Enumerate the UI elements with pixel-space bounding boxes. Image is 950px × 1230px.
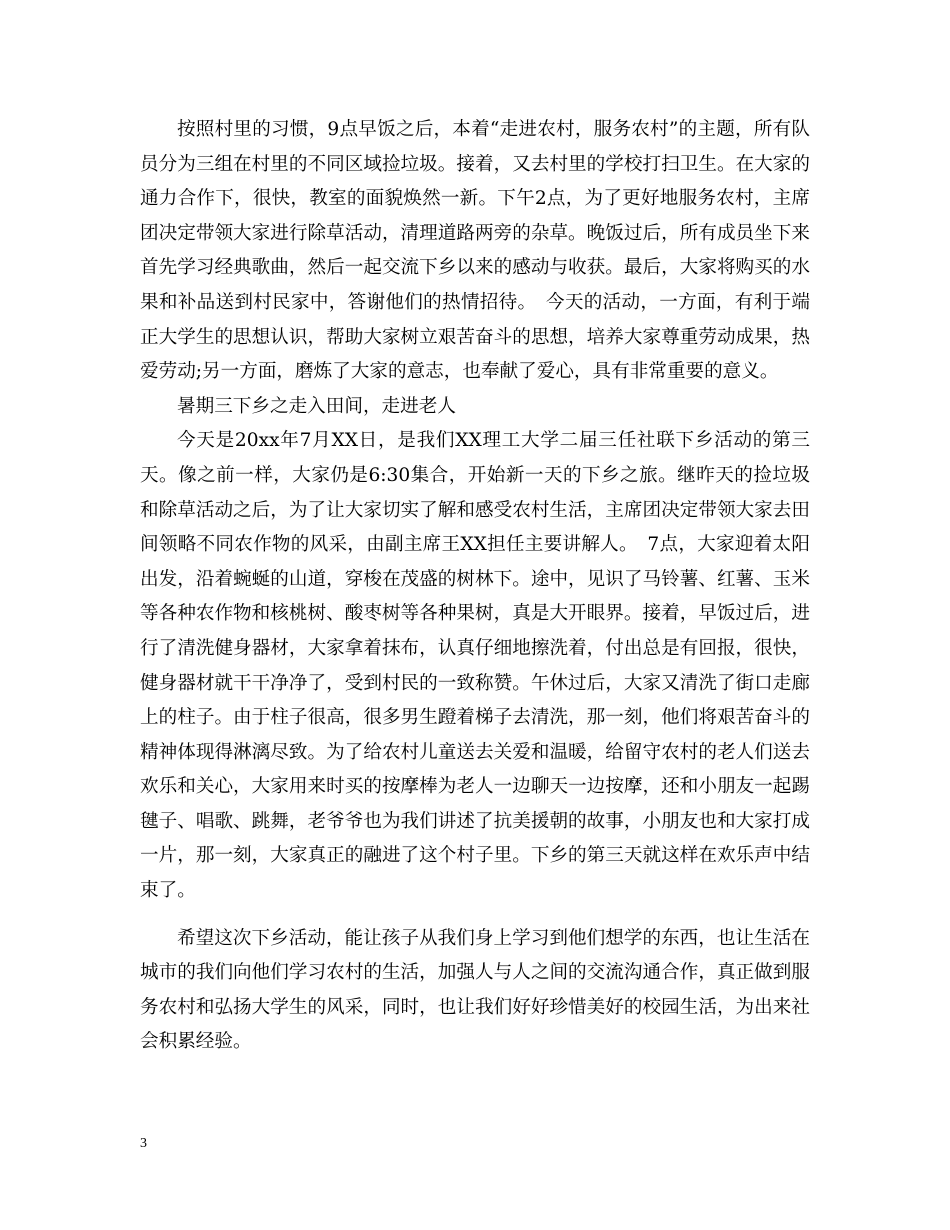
paragraph-activities-summary: 按照村里的习惯，9点早饭之后，本着“走进农村，服务农村”的主题，所有队员分为三组在村里的不同区域捡垃圾。接着，又去村里的学校打扫卫生。在大家的通力合作下，很快，教室的面貌焕然一新。下午2点，为了更好地服务农村，主席团决定带领大家进行除草活动，清理道路两旁的杂草。晚饭过后，所有成员坐下来首先学习经典歌曲，然后一起交流下乡以来的感动与收获。最后，大家将购买的水果和补品送到村民家中，答谢他们的热情招待。 今天的活动，一方面，有利于端正大学生的思想认识，帮助大家树立艰苦奋斗的思想，培养大家尊重劳动成果，热爱劳动;另一方面，磨炼了大家的意志，也奉献了爱心，具有非常重要的意义。 bbox=[140, 119, 810, 383]
section-heading: 暑期三下乡之走入田间，走进老人 bbox=[177, 395, 456, 417]
page-number: 3 bbox=[140, 1136, 147, 1151]
document-body bbox=[140, 113, 810, 1060]
paragraph-third-day: 今天是20xx年7月XX日，是我们XX理工大学二届三任社联下乡活动的第三天。像之前一样，大家仍是6:30集合，开始新一天的下乡之旅。继昨天的捡垃圾和除草活动之后，为了让大家切实了解和感受农村生活，主席团决定带领大家去田间领略不同农作物的风采，由副主席王XX担任主要讲解人。 7点，大家迎着太阳出发，沿着蜿蜒的山道，穿梭在茂盛的树林下。途中，见识了马铃薯、红薯、玉米等各种农作物和核桃树、酸枣树等各种果树，真是大开眼界。接着，早饭过后，进行了清洗健身器材，大家拿着抹布，认真仔细地擦洗着，付出总是有回报，很快，健身器材就干干净净了，受到村民的一致称赞。午休过后，大家又清洗了街口走廊上的柱子。由于柱子很高，很多男生蹬着梯子去清洗，那一刻，他们将艰苦奋斗的精神体现得淋漓尽致。为了给农村儿童送去关爱和温暖，给留守农村的老人们送去欢乐和关心，大家用来时买的按摩棒为老人一边聊天一边按摩，还和小朋友一起踢毽子、唱歌、跳舞，老爷爷也为我们讲述了抗美援朝的故事，小朋友也和大家打成一片，那一刻，大家真正的融进了这个村子里。下乡的第三天就这样在欢乐声中结束了。 bbox=[140, 430, 810, 902]
paragraph-conclusion: 希望这次下乡活动，能让孩子从我们身上学习到他们想学的东西，也让生活在城市的我们向他们学习农村的生活，加强人与人之间的交流沟通合作，真正做到服务农村和弘扬大学生的风采，同时，也让我们好好珍惜美好的校园生活，为出来社会积累经验。 bbox=[140, 927, 810, 1053]
